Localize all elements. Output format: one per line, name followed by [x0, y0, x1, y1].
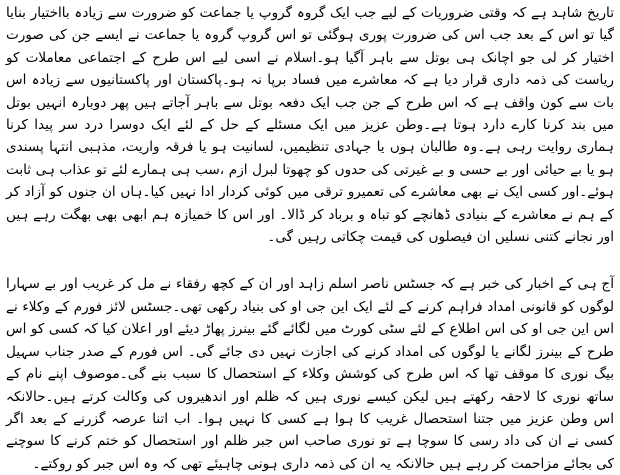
paragraph-lawyers-forum-news: آج ہی کے اخبار کی خبر ہے کہ جسٹس ناصر اسلم زاہد اور ان کے کچھ رفقاء نے مل کر غریب اور بے سہارا لوگوں کو قانونی امداد فراہم کرنے کے لئے ایک این جی او کی بنیاد رکھی تھی۔جسٹس لائز فورم کے وکلاء نے اس این جی او کی اس اطلاع کے لئے سٹی کورٹ میں لگائے گئے بینرز پھاڑ دیئے اور اعلان کیا کہ کسی کو اس طرح کے بینرز لگانے یا لوگوں کی امداد کرنے کی اجازت نہیں دی جائے گی۔ اس فورم کے صدر جناب سہیل بیگ نوری کا موقف تھا کہ اس طرح کی کوشش وکلاء کے استحصال کا سبب بنے گی۔موصوف اپنے نام کے ساتھ نوری کا لاحقہ رکھتے ہیں لیکن کیسے نوری ہیں کہ ظلم اور اندھیروں کی وکالت کرتے ہیں۔حالانکہ اس وطن عزیز میں جتنا استحصال غریب کا ہوا ہے کسی کا نہیں ہوا۔ اب اتنا عرصہ گزرنے کے بعد اگر کسی نے ان کی داد رسی کا سوچا ہے تو نوری صاحب اس جبر ظلم اور استحصال کو ختم کرنے کا سوچنے کی بجائے مزاحمت کر رہے ہیں حالانکہ یہ ان کی ذمہ داری ہونی چاہیئے تھی کہ وہ اس جبر کو روکتے۔: [6, 276, 615, 472]
paragraph-history-genies: تاریخ شاہد ہے کہ وقتی ضروریات کے لیے جب ایک گروہ گروپ یا جماعت کو ضرورت سے زیادہ بااختیار بنایا گیا تو اس کے بعد جب اس کی ضرورت پوری ہوگئی تو اس گروپ گروہ یا جماعت نے ایسے جن کی صورت اختیار کر لی جو اچانک ہی بوتل سے باہر آگیا ہو۔اسلام نے اسی لیے اس طرح کے اجتماعی معاملات کو ریاست کی ذمہ داری قرار دیا ہے کہ معاشرے میں فساد برپا نہ ہو۔پاکستان اور پاکستانیوں سے زیادہ اس بات سے کون واقف ہے کہ اس طرح کے جن جب ایک دفعہ بوتل سے باہر آجاتے ہیں پھر دوبارہ انہیں بوتل میں بند کرنا کارے دارد ہوتا ہے۔وطن عزیز میں ایک مسئلے کے حل کے لئے ایک دوسرا درد سر پیدا کرنا ہماری روایت رہی ہے۔وہ طالبان ہوں یا جہادی تنظیمیں، لسانیت ہو یا فرقہ واریت، مذہبی انتہا پسندی ہو یا بے حیائی اور بے حسی و بے غیرتی کی حدوں کو چھوتا لبرل ازم ،سب ہی ہمارے لئے تو عذاب ہی ثابت ہوئے۔اور کسی ایک نے بھی معاشرے کی تعمیرو ترقی میں کوئی کردار ادا نہیں کیا۔ہاں ان جنوں کو آزاد کر کے ہم نے معاشرے کے بنیادی ڈھانچے کو تباہ و برباد کر ڈالا۔ اور اس کا خمیازہ ہم ابھی بھی بھگت رہے ہیں اور نجانے کتنی نسلیں ان فیصلوں کی قیمت چکاتی رہیں گی۔: [6, 5, 614, 246]
